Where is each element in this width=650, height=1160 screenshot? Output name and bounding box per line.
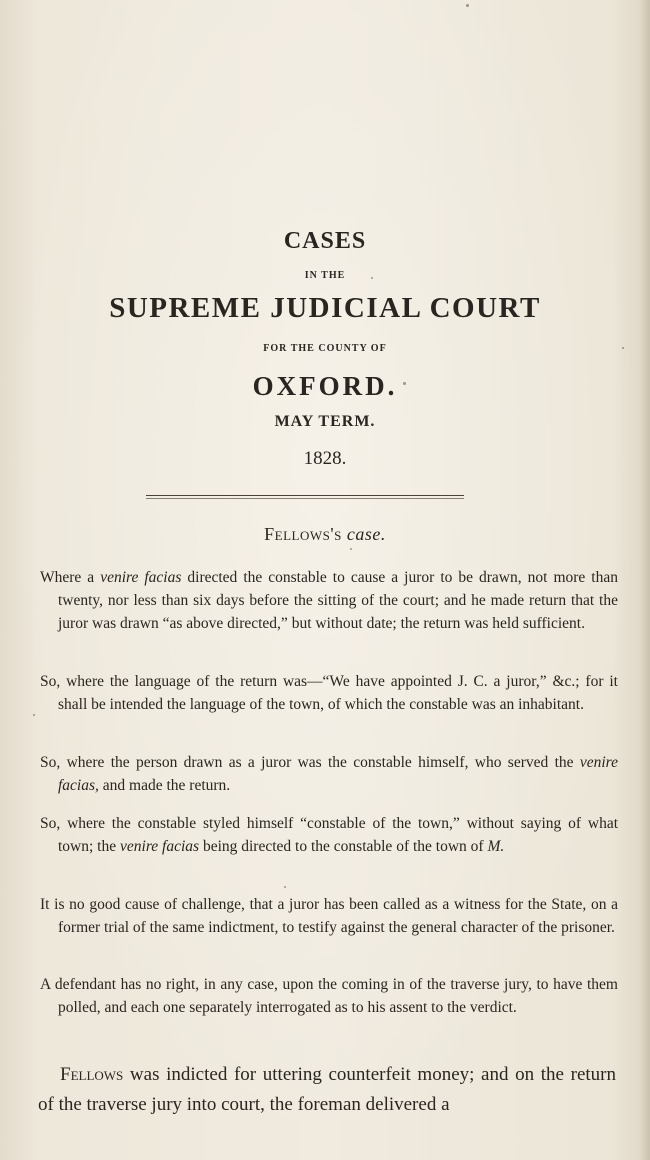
headnote-1 [40, 566, 618, 635]
headnote-3-pre: So, where the person drawn as a juror was the constable himself, who served the [40, 754, 580, 771]
title-term: MAY TERM. [274, 413, 376, 430]
paper-speck [350, 548, 352, 550]
headnote-1-italic: venire facias [100, 569, 182, 586]
title-county-name: OXFORD. [252, 371, 398, 401]
divider-rule-lower [146, 498, 464, 499]
paper-speck [371, 277, 373, 279]
headnote-4-pre: So, where the constable styled himself “constable of the town,” without saying of what town; the [40, 815, 618, 855]
body-paragraph [38, 1060, 616, 1120]
headnote-3-italic: venire facias, [58, 754, 618, 794]
paper-speck [466, 4, 469, 7]
title-cases: CASES [283, 228, 367, 254]
paper-speck [622, 347, 624, 349]
title-year: 1828. [303, 448, 347, 469]
case-title [0, 524, 650, 545]
title-in-the: IN THE [304, 270, 346, 281]
headnote-3 [40, 751, 618, 797]
headnote-4-mid: being directed to the constable of the town of [199, 838, 488, 855]
headnote-4-italic: venire facias [120, 838, 200, 855]
page-edge-shadow [640, 0, 650, 1160]
headnote-3-post: and made the return. [98, 777, 231, 794]
paper-speck [33, 714, 35, 716]
divider-rule [146, 495, 464, 496]
case-title-suffix: case. [346, 524, 386, 544]
case-title-name: Fellows's [264, 524, 342, 544]
paper-speck [284, 886, 286, 888]
title-court: SUPREME JUDICIAL COURT [109, 292, 541, 324]
headnote-4 [40, 812, 618, 858]
headnote-1-pre: Where a [40, 569, 101, 586]
headnote-2: So, where the language of the return was—“We have appointed J. C. a juror,” &c.; for it shall be intended the language of the town, of which the constable was an inhabitant. [40, 673, 618, 713]
headnote-1-post: directed the constable to cause a juror to be drawn, not more than twenty, nor less than six days before the sitting of the court; and he made return that the juror was drawn “as above directed,” but without date; the return was held sufficient. [58, 569, 618, 632]
headnote-4-italic-2: M. [487, 838, 505, 855]
headnote-5: It is no good cause of challenge, that a juror has been called as a witness for the State, on a former trial of the same indictment, to testify against the general character of the prisoner. [40, 896, 618, 936]
paper-speck [403, 382, 406, 385]
title-for-county: FOR THE COUNTY OF [263, 343, 387, 354]
headnote-6: A defendant has no right, in any case, upon the coming in of the traverse jury, to have them polled, and each one separately interrogated as to his assent to the verdict. [40, 976, 618, 1016]
body-text: was indicted for uttering counterfeit money; and on the return of the traverse jury into court, the foreman delivered a [38, 1064, 616, 1115]
body-lead-name: Fellows [60, 1064, 124, 1085]
